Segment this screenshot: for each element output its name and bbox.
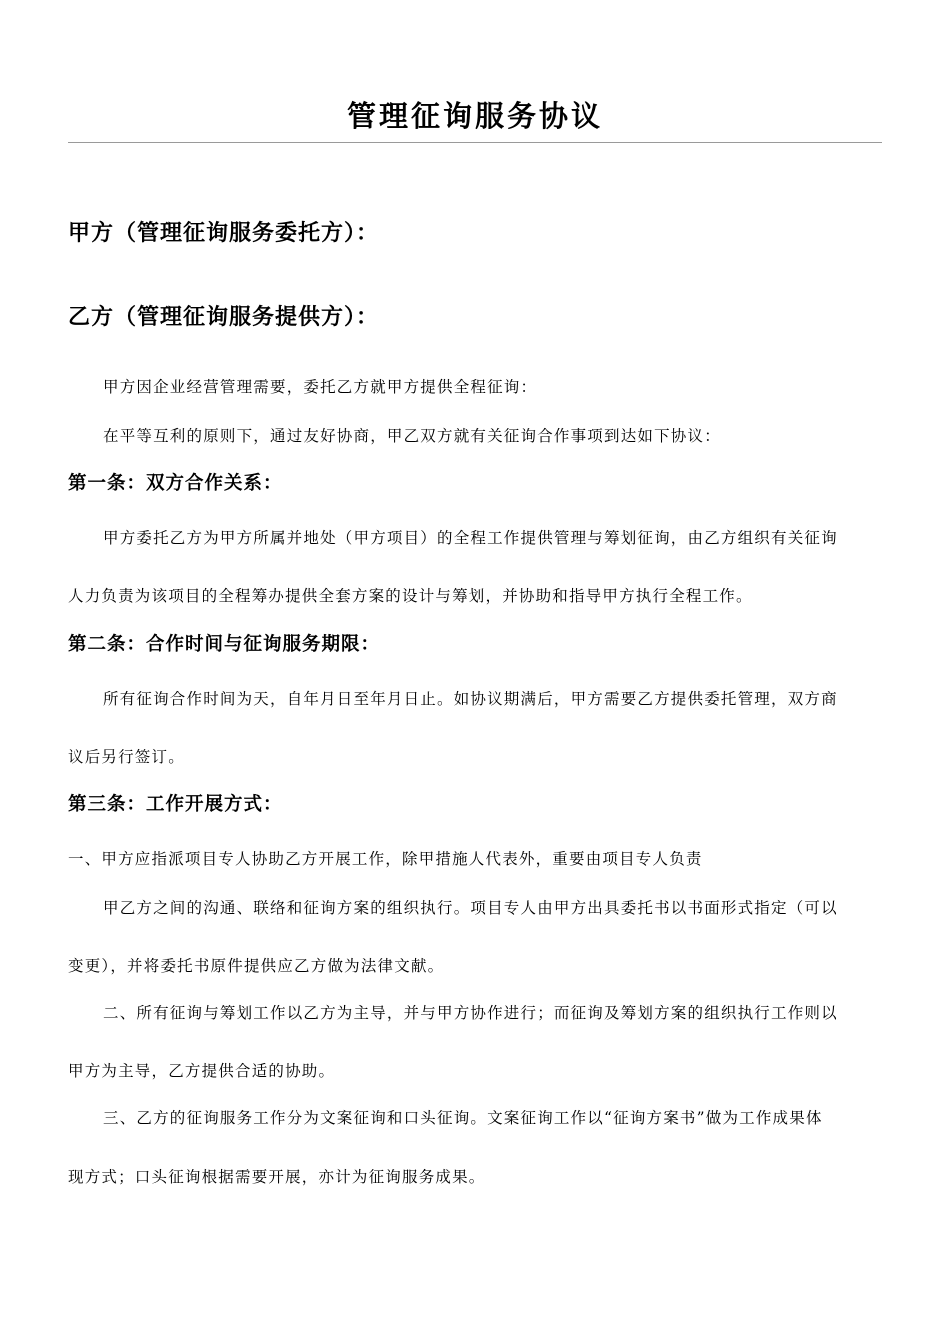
article-3-heading: 第三条：工作开展方式： — [68, 794, 283, 815]
party-b-label: 乙方（管理征询服务提供方）： — [68, 304, 380, 330]
article-3-item-3-line-2: 现方式；口头征询根据需要开展，亦计为征询服务成果。 — [68, 1168, 486, 1186]
article-1-heading: 第一条：双方合作关系： — [68, 473, 283, 494]
intro-line-1: 甲方因企业经营管理需要，委托乙方就甲方提供全程征询： — [103, 378, 538, 396]
article-1-line-2: 人力负责为该项目的全程筹办提供全套方案的设计与筹划，并协助和指导甲方执行全程工作。 — [68, 587, 753, 605]
article-3-item-1-line-3: 变更），并将委托书原件提供应乙方做为法律文献。 — [68, 957, 445, 975]
article-1-line-1: 甲方委托乙方为甲方所属并地处（甲方项目）的全程工作提供管理与筹划征询，由乙方组织有关征询 — [103, 529, 838, 547]
article-3-item-2-line-1: 二、所有征询与筹划工作以乙方为主导，并与甲方协作进行；而征询及筹划方案的组织执行工作则以 — [103, 1004, 838, 1022]
article-2-line-2: 议后另行签订。 — [68, 748, 185, 766]
article-3-item-3-line-1: 三、乙方的征询服务工作分为文案征询和口头征询。文案征询工作以“征询方案书”做为工作成果体 — [103, 1109, 823, 1127]
article-3-item-2-line-2: 甲方为主导，乙方提供合适的协助。 — [68, 1062, 336, 1080]
article-2-heading: 第二条：合作时间与征询服务期限： — [68, 634, 381, 655]
article-3-item-1-line-2: 甲乙方之间的沟通、联络和征询方案的组织执行。项目专人由甲方出具委托书以书面形式指定（可以 — [103, 899, 838, 917]
intro-line-2: 在平等互利的原则下，通过友好协商，甲乙双方就有关征询合作事项到达如下协议： — [103, 427, 721, 445]
article-2-line-1: 所有征询合作时间为天，自年月日至年月日止。如协议期满后，甲方需要乙方提供委托管理，双方商 — [103, 690, 838, 708]
party-a-label: 甲方（管理征询服务委托方）： — [68, 220, 380, 246]
document-title: 管理征询服务协议 — [346, 99, 603, 133]
title-divider — [68, 142, 882, 143]
article-3-item-1-first-line: 一、甲方应指派项目专人协助乙方开展工作，除甲措施人代表外，重要由项目专人负责 — [68, 850, 703, 868]
